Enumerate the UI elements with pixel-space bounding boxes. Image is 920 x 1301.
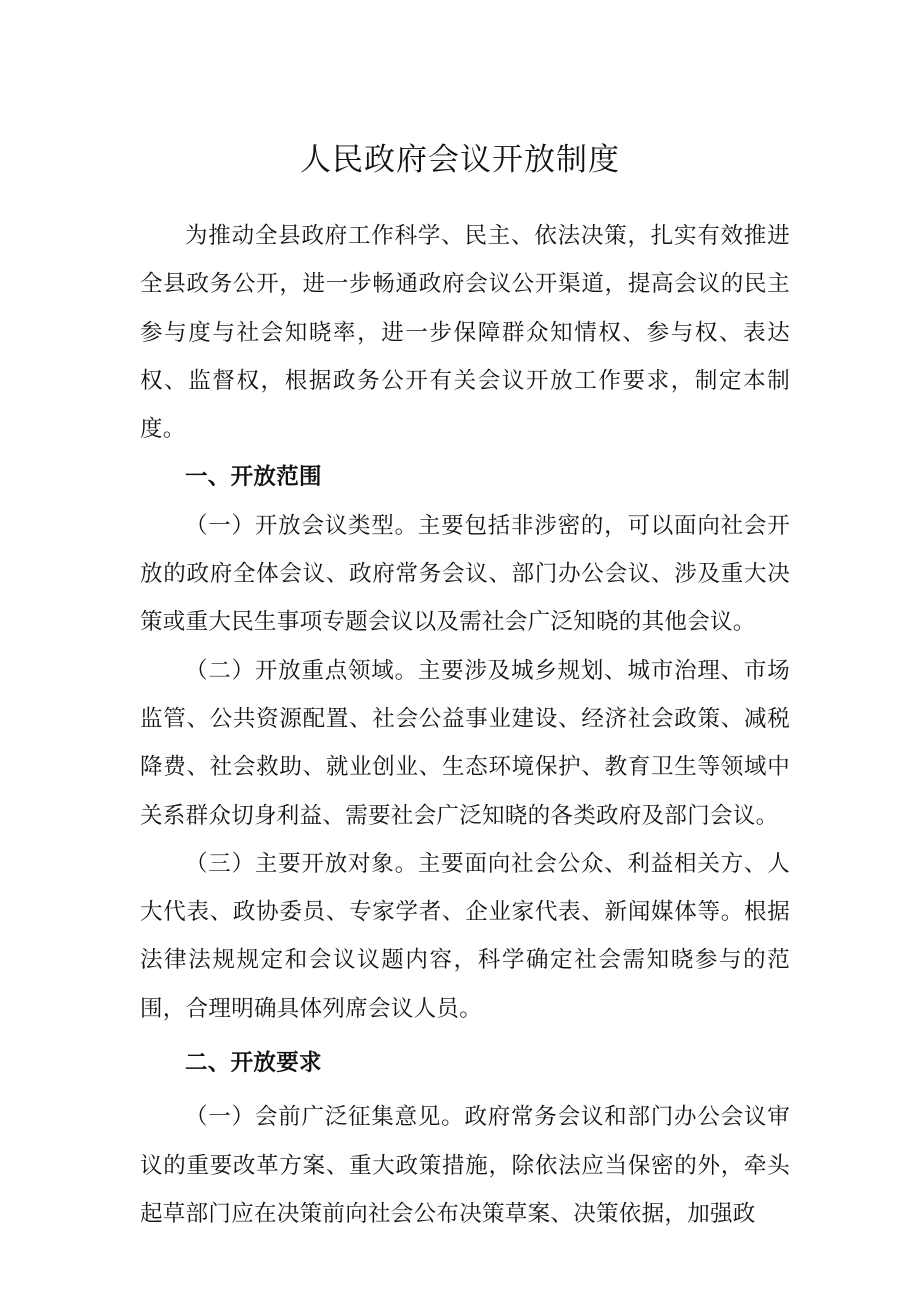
- scope-paragraph-audience: （三）主要开放对象。主要面向社会公众、利益相关方、人大代表、政协委员、专家学者、企业家代表、新闻媒体等。根据法律法规规定和会议议题内容，科学确定社会需知晓参与的范围，合理明确具体列席会议人员。: [140, 850, 790, 1022]
- requirements-paragraph-consultation: （一）会前广泛征集意见。政府常务会议和部门办公会议审议的重要改革方案、重大政策措施，除依法应当保密的外，牵头起草部门应在决策前向社会公布决策草案、决策依据，加强政: [140, 1104, 790, 1227]
- intro-paragraph: 为推动全县政府工作科学、民主、依法决策，扎实有效推进全县政务公开，进一步畅通政府会议公开渠道，提高会议的民主参与度与社会知晓率，进一步保障群众知情权、参与权、表达权、监督权，根据政务公开有关会议开放工作要求，制定本制度。: [140, 223, 790, 443]
- scope-paragraph-key-areas: （二）开放重点领域。主要涉及城乡规划、城市治理、市场监管、公共资源配置、社会公益事业建设、经济社会政策、减税降费、社会救助、就业创业、生态环境保护、教育卫生等领域中关系群众切身利益、需要社会广泛知晓的各类政府及部门会议。: [140, 657, 790, 829]
- section-heading-scope: 一、开放范围: [185, 464, 322, 491]
- document-body: [140, 212, 790, 1238]
- section-heading-requirements: 二、开放要求: [185, 1050, 322, 1077]
- document-title: 人民政府会议开放制度: [300, 142, 620, 178]
- scope-paragraph-meeting-types: （一）开放会议类型。主要包括非涉密的，可以面向社会开放的政府全体会议、政府常务会议、部门办公会议、涉及重大决策或重大民生事项专题会议以及需社会广泛知晓的其他会议。: [140, 512, 790, 636]
